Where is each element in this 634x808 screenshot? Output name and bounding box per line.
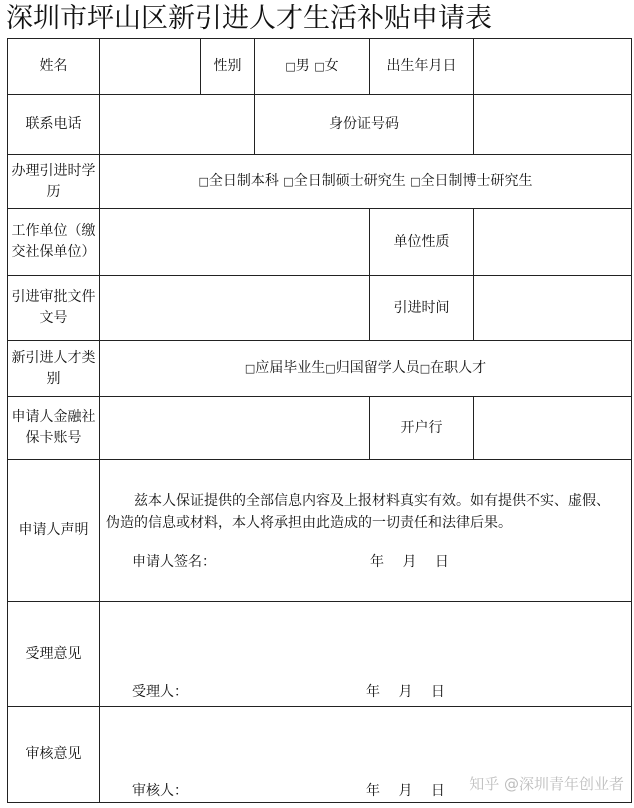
- checkbox-returnee[interactable]: □: [325, 362, 336, 375]
- row-account: [8, 397, 632, 460]
- acceptance-date: 年 月 日: [366, 684, 445, 700]
- declaration-text: 兹本人保证提供的全部信息内容及上报材料真实有效。如有提供不实、虚假、伪造的信息或材料，本人将承担由此造成的一切责任和法律后果。: [106, 493, 610, 531]
- bank-label: 开户行: [370, 397, 474, 460]
- applicant-signature-label: 申请人签名：: [132, 554, 216, 570]
- option-master: 全日制硕士研究生: [293, 173, 406, 189]
- application-form-table: [7, 38, 632, 803]
- checkbox-master[interactable]: □: [283, 175, 294, 188]
- acceptance-cell[interactable]: [100, 602, 632, 707]
- approval-doc-label: 引进审批文件文号: [8, 276, 100, 341]
- option-bachelor: 全日制本科: [208, 173, 279, 189]
- checkbox-male[interactable]: □: [285, 60, 296, 73]
- id-value-cell[interactable]: [474, 95, 632, 155]
- name-label: 姓名: [8, 39, 100, 95]
- acceptance-label: 受理意见: [8, 602, 100, 707]
- approval-doc-value-cell[interactable]: [100, 276, 370, 341]
- employer-value-cell[interactable]: [100, 209, 370, 276]
- education-options: [100, 155, 632, 209]
- checkbox-employed[interactable]: □: [419, 362, 431, 375]
- option-graduate: 应届毕业生: [255, 360, 326, 376]
- gender-label: 性别: [201, 39, 255, 95]
- row-education: [8, 155, 632, 209]
- acceptor-signature-label: 受理人：: [132, 684, 188, 700]
- page-title: 深圳市坪山区新引进人才生活补贴申请表: [6, 3, 492, 34]
- applicant-date: 年 月 日: [370, 554, 449, 570]
- checkbox-doctor[interactable]: □: [410, 175, 421, 188]
- name-value-cell[interactable]: [100, 39, 201, 95]
- birth-value-cell[interactable]: [474, 39, 632, 95]
- declaration-label: 申请人声明: [8, 460, 100, 602]
- review-date: 年 月 日: [366, 783, 445, 799]
- bank-value-cell[interactable]: [474, 397, 632, 460]
- checkbox-graduate[interactable]: □: [244, 362, 256, 375]
- employer-type-label: 单位性质: [370, 209, 474, 276]
- employer-type-value-cell[interactable]: [474, 209, 632, 276]
- phone-value-cell[interactable]: [100, 95, 255, 155]
- option-employed: 在职人才: [430, 360, 487, 376]
- option-returnee: 归国留学人员: [335, 360, 420, 376]
- option-doctor: 全日制博士研究生: [420, 173, 533, 189]
- checkbox-female[interactable]: □: [314, 60, 325, 73]
- row-talent-type: [8, 341, 632, 397]
- row-acceptance: [8, 602, 632, 707]
- id-label: 身份证号码: [255, 95, 474, 155]
- gender-female-label: 女: [324, 58, 339, 74]
- row-declaration: [8, 460, 632, 602]
- watermark: 知乎 @深圳青年创业者: [469, 775, 624, 793]
- employer-label: 工作单位（缴交社保单位）: [8, 209, 100, 276]
- checkbox-bachelor[interactable]: □: [198, 175, 209, 188]
- declaration-cell: [100, 460, 632, 602]
- row-employer: [8, 209, 632, 276]
- education-label: 办理引进时学历: [8, 155, 100, 209]
- talent-type-options: [100, 341, 632, 397]
- gender-male-label: 男: [295, 58, 310, 74]
- phone-label: 联系电话: [8, 95, 100, 155]
- birth-label: 出生年月日: [370, 39, 474, 95]
- row-basic-info: [8, 39, 632, 95]
- talent-type-label: 新引进人才类别: [8, 341, 100, 397]
- gender-options: [255, 39, 370, 95]
- intro-time-value-cell[interactable]: [474, 276, 632, 341]
- review-label: 审核意见: [8, 707, 100, 803]
- row-approval: [8, 276, 632, 341]
- intro-time-label: 引进时间: [370, 276, 474, 341]
- reviewer-signature-label: 审核人：: [132, 783, 188, 799]
- row-contact: [8, 95, 632, 155]
- account-label: 申请人金融社保卡账号: [8, 397, 100, 460]
- account-value-cell[interactable]: [100, 397, 370, 460]
